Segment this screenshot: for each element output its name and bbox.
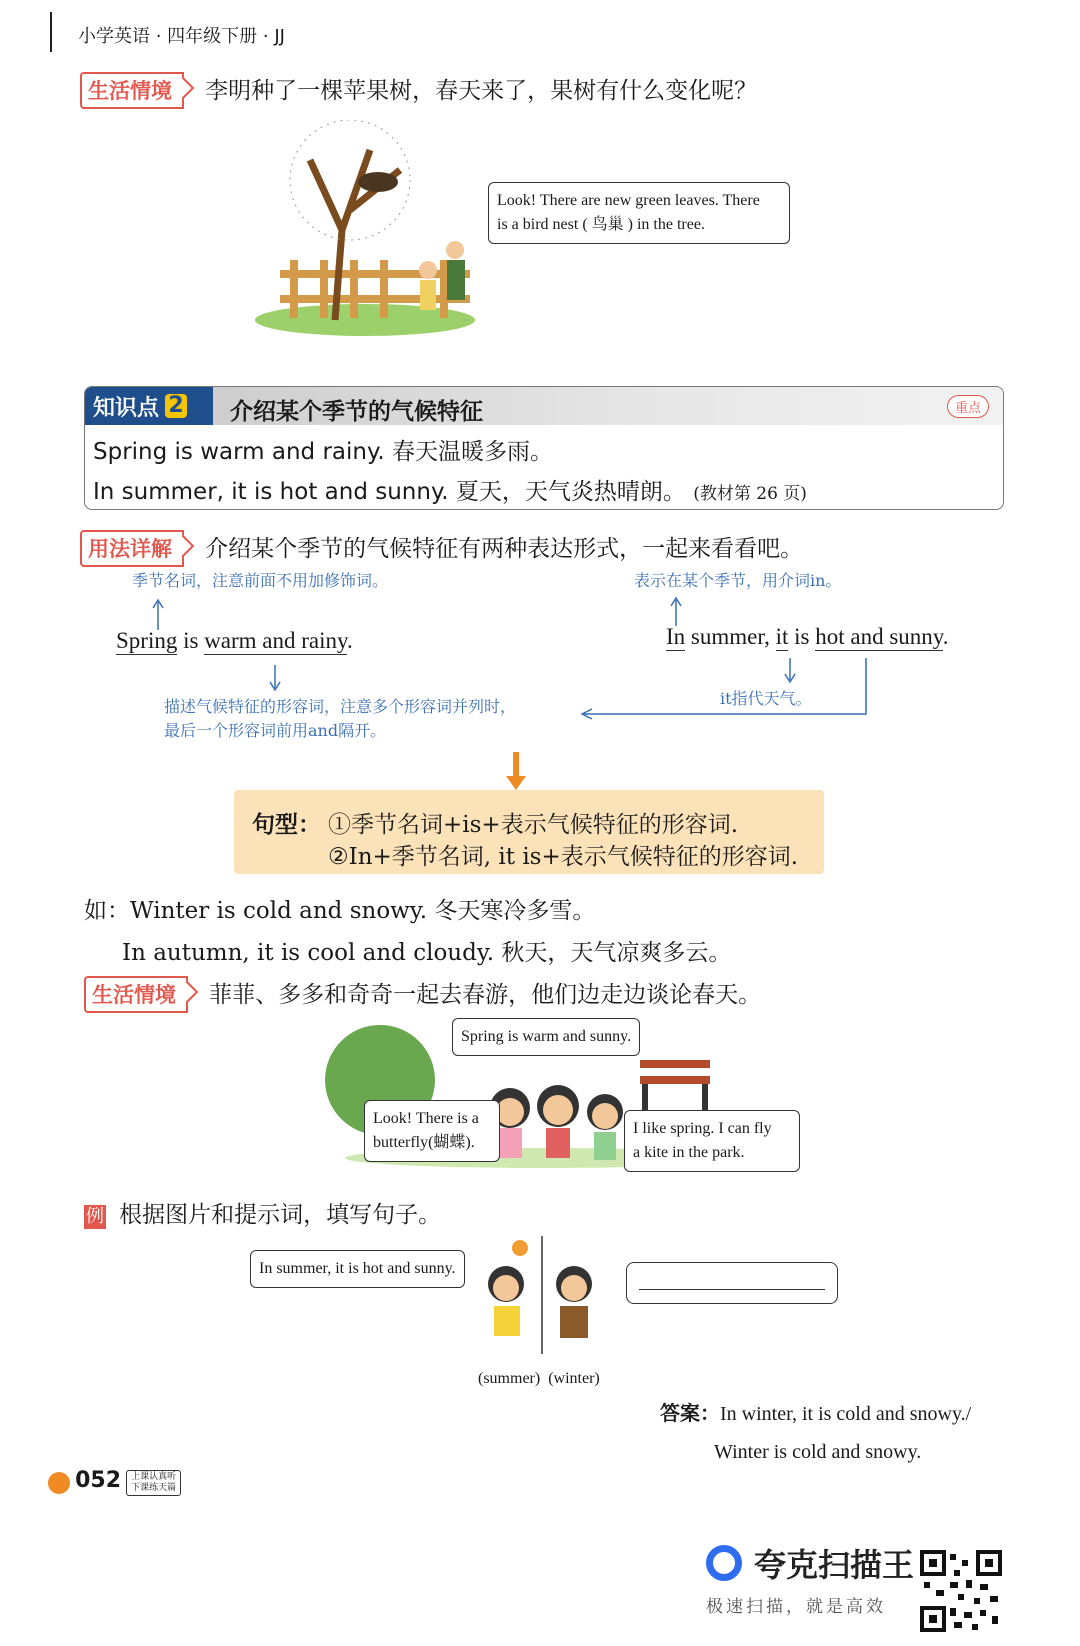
- scene1-text: 李明种了一棵苹果树，春天来了，果树有什么变化呢？: [205, 78, 758, 104]
- usage-example-1: [116, 628, 353, 654]
- ex2-is: is: [788, 624, 816, 649]
- knowledge-line1: [93, 433, 553, 466]
- scene2-text: 菲菲、多多和奇奇一起去春游，他们边走边谈论春天。: [209, 982, 762, 1008]
- brand-slogan: 极速扫描，就是高效: [706, 1597, 886, 1617]
- pattern-line2: ②In+季节名词, it is+表示气候特征的形容词.: [328, 844, 799, 870]
- scene2-tag: 生活情境: [84, 976, 188, 1013]
- scene2-bubble-right-line1: I like spring. I can fly: [633, 1120, 772, 1137]
- scene1-row: [80, 72, 757, 109]
- example-line2: In autumn, it is cool and cloudy. 秋天，天气凉爽多云。: [122, 940, 732, 966]
- knowledge-title: 介绍某个季节的气候特征: [230, 399, 483, 425]
- answer-line2: Winter is cold and snowy.: [714, 1441, 922, 1463]
- page-slogan-line1: 上课认真听: [131, 1471, 177, 1482]
- page-slogan: [126, 1470, 181, 1496]
- ex1-period: .: [347, 628, 353, 653]
- scene1-bubble-line2: is a bird nest ( 鸟巢 ) in the tree.: [497, 216, 705, 233]
- pattern-label: 句型：: [252, 812, 321, 838]
- page-slogan-line2: 下课练天篇: [131, 1482, 177, 1493]
- knowledge-header-bar: [85, 387, 1003, 425]
- knowledge-line2-text: In summer, it is hot and sunny. 夏天，天气炎热晴朗。: [93, 479, 686, 505]
- answer-block: [660, 1394, 971, 1471]
- answer-line1-wrap: [660, 1394, 971, 1433]
- ex1-season-noun: Spring: [116, 628, 178, 653]
- caption-summer: (summer): [478, 1370, 541, 1387]
- note-adjectives-line1: 描述气候特征的形容词，注意多个形容词并列时，: [164, 697, 517, 716]
- star-icon: [48, 1472, 70, 1494]
- answer-blank-line: [639, 1289, 825, 1290]
- usage-row: [80, 530, 803, 567]
- ex2-in: In: [666, 624, 686, 649]
- scene2-bubble-top: Spring is warm and sunny.: [452, 1018, 640, 1056]
- page-footer: [48, 1468, 181, 1496]
- header-divider: [50, 12, 52, 52]
- example-row-1: [84, 892, 595, 925]
- note-preposition-in: 表示在某个季节，用介词in。: [634, 571, 842, 590]
- exercise-text: 根据图片和提示词，填写句子。: [119, 1202, 442, 1228]
- ex2-it: it: [775, 624, 789, 649]
- example-line1: Winter is cold and snowy. 冬天寒冷多雪。: [130, 898, 596, 924]
- exercise-bubble-summer: In summer, it is hot and sunny.: [250, 1250, 465, 1288]
- key-point-badge: 重点: [947, 395, 989, 418]
- usage-text: 介绍某个季节的气候特征有两种表达形式，一起来看看吧。: [205, 536, 804, 562]
- exercise-row: [84, 1196, 441, 1229]
- scene2-bubble-right: [624, 1110, 800, 1172]
- scene2-bubble-left: [364, 1100, 500, 1162]
- answer-line1: In winter, it is cold and snowy./: [720, 1403, 972, 1425]
- ex1-adjectives: warm and rainy: [204, 628, 348, 653]
- scene2-row: [84, 976, 761, 1013]
- ex2-adjectives: hot and sunny: [815, 624, 943, 649]
- note-season-noun: 季节名词，注意前面不用加修饰词。: [132, 571, 389, 590]
- brand-name: 夸克扫描王: [754, 1546, 915, 1584]
- answer-blank-bubble[interactable]: [626, 1262, 838, 1304]
- knowledge-box: [84, 386, 1004, 510]
- ex2-period: .: [942, 624, 949, 649]
- knowledge-label: [85, 387, 213, 425]
- usage-arrows: [0, 590, 1080, 730]
- brand-row: [706, 1540, 914, 1586]
- scene2-bubble-left-line1: Look! There is a: [373, 1110, 479, 1127]
- qr-code-icon[interactable]: [920, 1550, 1002, 1632]
- scene2-bubble-left-line2: butterfly(蝴蝶).: [373, 1134, 475, 1151]
- knowledge-line1-text: Spring is warm and rainy. 春天温暖多雨。: [93, 439, 553, 465]
- knowledge-line2: [93, 473, 807, 506]
- scene1-bubble-line1: Look! There are new green leaves. There: [497, 192, 760, 209]
- page-number: 052: [75, 1468, 122, 1493]
- example-icon: 例: [86, 1206, 104, 1227]
- scanner-brand: [706, 1540, 914, 1617]
- book-title: 小学英语 · 四年级下册 · JJ: [78, 26, 285, 47]
- scene1-tag: 生活情境: [80, 72, 184, 109]
- exercise-captions: [478, 1370, 600, 1388]
- note-adjectives-line2: 最后一个形容词前用and隔开。: [164, 721, 387, 740]
- ex1-is: is: [177, 628, 205, 653]
- pattern-line1: ①季节名词+is+表示气候特征的形容词.: [328, 812, 739, 838]
- usage-tag: 用法详解: [80, 530, 184, 567]
- scene2-bubble-right-line2: a kite in the park.: [633, 1144, 745, 1161]
- summer-winter-illustration: [470, 1236, 610, 1356]
- answer-label: 答案：: [660, 1401, 720, 1425]
- caption-winter: (winter): [548, 1370, 600, 1387]
- note-it-weather: it指代天气。: [720, 689, 812, 708]
- knowledge-number: 2: [165, 394, 187, 418]
- usage-example-2: [666, 624, 949, 650]
- scene1-speech-bubble: [488, 182, 790, 244]
- knowledge-line2-ref: (教材第 26 页): [693, 484, 807, 504]
- brand-logo-icon: [706, 1545, 742, 1581]
- down-arrow-icon: [504, 752, 528, 792]
- example-prefix: 如：: [84, 898, 130, 924]
- ex2-summer: summer,: [685, 624, 776, 649]
- knowledge-label-text: 知识点: [93, 395, 160, 421]
- apple-tree-illustration: [250, 120, 510, 350]
